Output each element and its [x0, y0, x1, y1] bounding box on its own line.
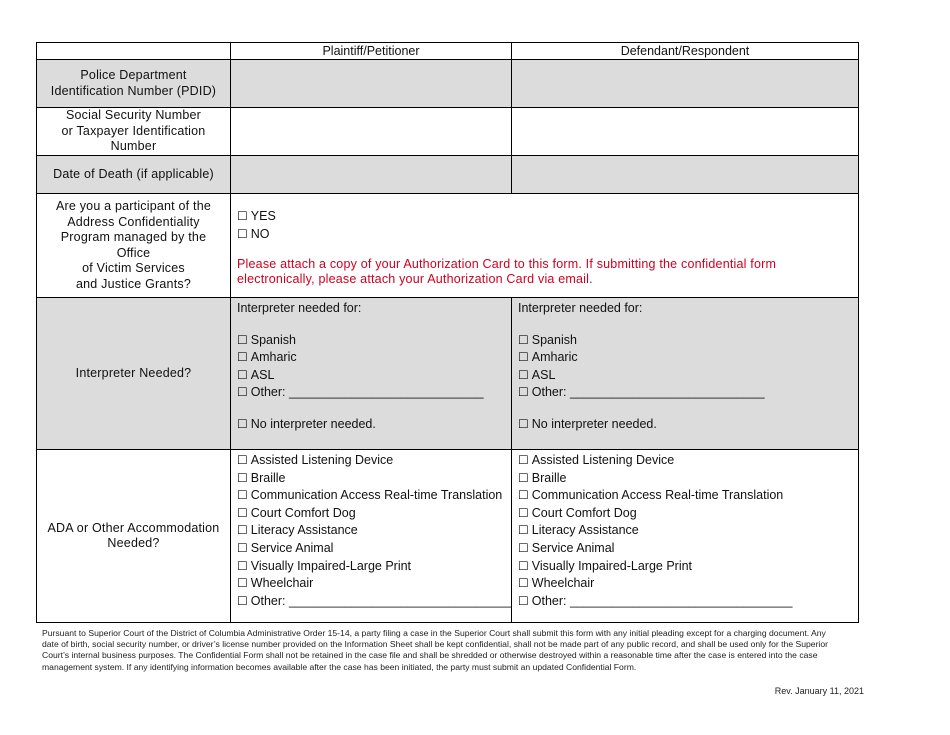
interpreter-defendant-cell: [512, 298, 859, 450]
checkbox-icon[interactable]: ☐: [237, 209, 248, 223]
ada-option-literacy[interactable]: ☐ Literacy Assistance: [518, 523, 639, 538]
checkbox-icon[interactable]: ☐: [518, 470, 529, 485]
interpreter-option-other[interactable]: ☐ Other: ____________________________: [237, 385, 484, 400]
interpreter-heading: Interpreter needed for:: [518, 301, 643, 315]
dod-plaintiff-field[interactable]: [231, 156, 512, 194]
revision-date: Rev. January 11, 2021: [774, 686, 864, 696]
dod-defendant-field[interactable]: [512, 156, 859, 194]
checkbox-icon[interactable]: ☐: [237, 488, 248, 503]
checkbox-icon[interactable]: ☐: [237, 593, 248, 608]
interpreter-option-other[interactable]: ☐ Other: ____________________________: [518, 385, 765, 400]
checkbox-icon[interactable]: ☐: [518, 488, 529, 503]
ada-option-cart[interactable]: ☐ Communication Access Real-time Translation: [237, 488, 503, 503]
checkbox-icon[interactable]: ☐: [237, 385, 248, 400]
ada-option-service-animal[interactable]: ☐ Service Animal: [518, 540, 615, 555]
acp-label: Are you a participant of the Address Confidentiality Program managed by the Office of Victim Services and Justice Grants?: [37, 194, 231, 298]
checkbox-icon[interactable]: ☐: [518, 593, 529, 608]
ada-option-braille[interactable]: ☐ Braille: [237, 470, 286, 485]
ada-plaintiff-cell: [231, 450, 512, 623]
interpreter-option-spanish[interactable]: ☐ Spanish: [518, 332, 577, 347]
checkbox-icon[interactable]: ☐: [518, 367, 529, 382]
interpreter-label: Interpreter Needed?: [37, 298, 231, 450]
checkbox-icon[interactable]: ☐: [237, 470, 248, 485]
acp-row: [37, 194, 859, 298]
ssn-defendant-field[interactable]: [512, 108, 859, 156]
interpreter-option-spanish[interactable]: ☐ Spanish: [237, 332, 296, 347]
checkbox-icon[interactable]: ☐: [518, 505, 529, 520]
ada-option-listening-device[interactable]: ☐ Assisted Listening Device: [237, 453, 394, 467]
interpreter-option-amharic[interactable]: ☐ Amharic: [237, 350, 297, 365]
interpreter-option-amharic[interactable]: ☐ Amharic: [518, 350, 578, 365]
interpreter-row: [37, 298, 859, 450]
pdid-label: Police Department Identification Number (PDID): [37, 60, 231, 108]
acp-answer-cell: [231, 194, 859, 298]
checkbox-icon[interactable]: ☐: [237, 416, 248, 431]
checkbox-icon[interactable]: ☐: [518, 350, 529, 365]
ada-option-comfort-dog[interactable]: ☐ Court Comfort Dog: [518, 505, 637, 520]
ada-label: ADA or Other Accommodation Needed?: [37, 450, 231, 623]
checkbox-icon[interactable]: ☐: [518, 523, 529, 538]
pdid-defendant-field[interactable]: [512, 60, 859, 108]
header-defendant: Defendant/Respondent: [512, 43, 859, 60]
interpreter-option-asl[interactable]: ☐ ASL: [237, 367, 275, 382]
acp-authorization-note: Please attach a copy of your Authorization Card to this form. If submitting the confidential form electronically, please attach your Authorization Card via email.: [237, 257, 777, 287]
ada-option-braille[interactable]: ☐ Braille: [518, 470, 567, 485]
header-row: [37, 43, 859, 60]
dod-label: Date of Death (if applicable): [37, 156, 231, 194]
checkbox-icon[interactable]: ☐: [518, 385, 529, 400]
ada-option-literacy[interactable]: ☐ Literacy Assistance: [237, 523, 358, 538]
interpreter-heading: Interpreter needed for:: [237, 301, 362, 315]
checkbox-icon[interactable]: ☐: [237, 453, 248, 467]
ada-option-other[interactable]: ☐ Other: ________________________________: [237, 593, 512, 608]
checkbox-icon[interactable]: ☐: [518, 540, 529, 555]
ada-row: [37, 450, 859, 623]
pdid-plaintiff-field[interactable]: [231, 60, 512, 108]
dod-row: [37, 156, 859, 194]
interpreter-option-none[interactable]: ☐ No interpreter needed.: [237, 416, 376, 431]
header-plaintiff: Plaintiff/Petitioner: [231, 43, 512, 60]
checkbox-icon[interactable]: ☐: [518, 453, 529, 467]
interpreter-option-none[interactable]: ☐ No interpreter needed.: [518, 416, 657, 431]
acp-no-option[interactable]: ☐ NO: [237, 226, 270, 241]
checkbox-icon[interactable]: ☐: [237, 332, 248, 347]
ada-option-service-animal[interactable]: ☐ Service Animal: [237, 540, 334, 555]
checkbox-icon[interactable]: ☐: [237, 540, 248, 555]
ada-option-cart[interactable]: ☐ Communication Access Real-time Translation: [518, 488, 784, 503]
ada-option-other[interactable]: ☐ Other: ________________________________: [518, 593, 793, 608]
interpreter-plaintiff-cell: [231, 298, 512, 450]
acp-yes-option[interactable]: ☐ YES: [237, 209, 276, 223]
checkbox-icon[interactable]: ☐: [518, 332, 529, 347]
ada-option-comfort-dog[interactable]: ☐ Court Comfort Dog: [237, 505, 356, 520]
checkbox-icon[interactable]: ☐: [237, 558, 248, 573]
checkbox-icon[interactable]: ☐: [237, 576, 248, 591]
checkbox-icon[interactable]: ☐: [237, 505, 248, 520]
administrative-order-notice: Pursuant to Superior Court of the District of Columbia Administrative Order 15-14, a party filing a case in the Superior Court shall submit this form with any initial pleading except for a charging document. Any date of birth, social security number, or driver’s license number provided on the Information Sheet shall be kept confidential, shall not be made part of any public record, and shall be used only for the Superior Court’s internal business purposes. The Confidential Form shall not be retained in the case file and shall be shredded or otherwise destroyed within a reasonable time after the case is entered into the case management system. If any identifying information becomes available after the case has been initiated, the party must submit an updated Confidential Form.: [42, 628, 828, 672]
interpreter-option-asl[interactable]: ☐ ASL: [518, 367, 556, 382]
checkbox-icon[interactable]: ☐: [237, 226, 248, 241]
ada-defendant-cell: [512, 450, 859, 623]
checkbox-icon[interactable]: ☐: [518, 576, 529, 591]
ada-option-large-print[interactable]: ☐ Visually Impaired-Large Print: [237, 558, 412, 573]
pdid-row: [37, 60, 859, 108]
checkbox-icon[interactable]: ☐: [237, 523, 248, 538]
ssn-plaintiff-field[interactable]: [231, 108, 512, 156]
checkbox-icon[interactable]: ☐: [518, 416, 529, 431]
header-blank-cell: [37, 43, 231, 60]
ssn-label: Social Security Number or Taxpayer Identification Number: [37, 108, 231, 156]
checkbox-icon[interactable]: ☐: [237, 367, 248, 382]
checkbox-icon[interactable]: ☐: [237, 350, 248, 365]
ada-option-listening-device[interactable]: ☐ Assisted Listening Device: [518, 453, 675, 467]
checkbox-icon[interactable]: ☐: [518, 558, 529, 573]
ssn-row: [37, 108, 859, 156]
ada-option-wheelchair[interactable]: ☐ Wheelchair: [237, 576, 314, 591]
ada-option-large-print[interactable]: ☐ Visually Impaired-Large Print: [518, 558, 693, 573]
ada-option-wheelchair[interactable]: ☐ Wheelchair: [518, 576, 595, 591]
confidential-information-table: [36, 42, 859, 623]
